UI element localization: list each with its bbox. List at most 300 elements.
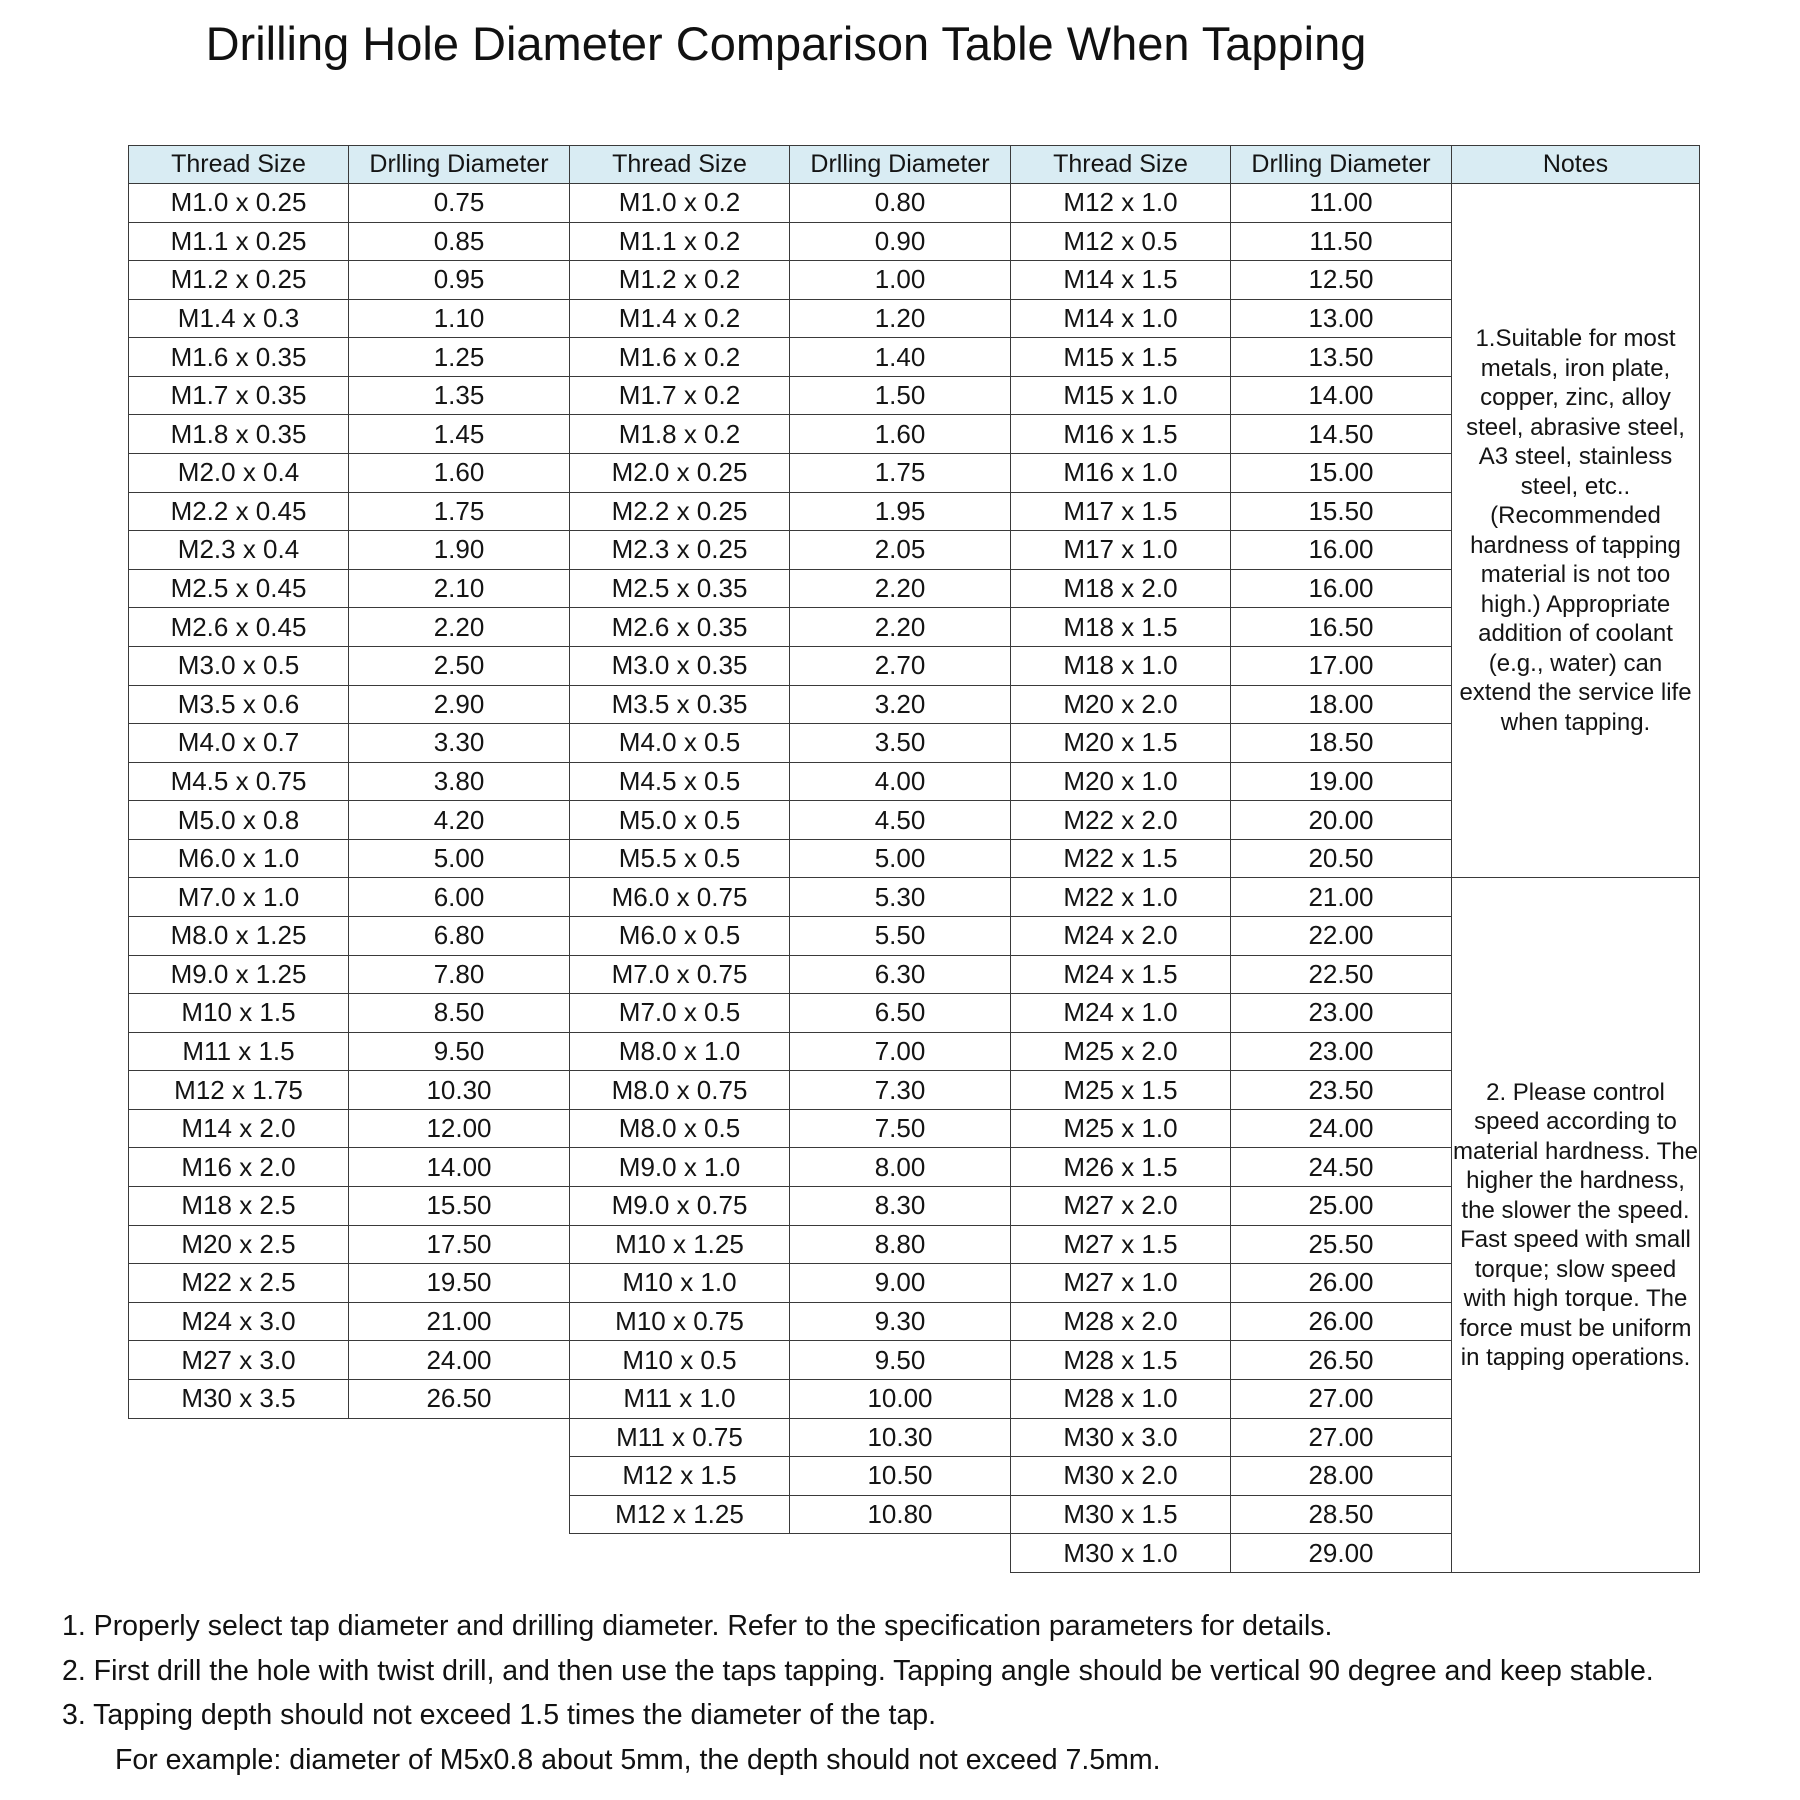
drilling-diameter-cell: 9.50 <box>349 1033 570 1072</box>
drilling-diameter-cell: 3.50 <box>790 724 1011 763</box>
drilling-diameter-cell: 26.50 <box>1231 1341 1452 1380</box>
table-row <box>129 338 570 377</box>
table-row <box>129 917 570 956</box>
thread-size-cell: M3.5 x 0.35 <box>570 686 790 725</box>
drilling-diameter-cell: 17.50 <box>349 1226 570 1265</box>
thread-size-cell: M22 x 1.0 <box>1011 878 1231 917</box>
table-row <box>570 570 1011 609</box>
drilling-diameter-cell: 8.50 <box>349 994 570 1033</box>
thread-size-cell: M6.0 x 1.0 <box>129 840 349 879</box>
thread-size-cell: M2.5 x 0.45 <box>129 570 349 609</box>
drilling-diameter-cell: 16.00 <box>1231 531 1452 570</box>
table-row <box>1011 184 1452 223</box>
drilling-diameter-cell: 2.20 <box>790 570 1011 609</box>
table-row <box>1011 531 1452 570</box>
table-row <box>129 184 570 223</box>
thread-size-cell: M30 x 1.5 <box>1011 1496 1231 1535</box>
thread-size-cell: M1.4 x 0.3 <box>129 300 349 339</box>
thread-size-cell: M16 x 1.0 <box>1011 454 1231 493</box>
thread-size-cell: M15 x 1.0 <box>1011 377 1231 416</box>
drilling-diameter-cell: 7.00 <box>790 1033 1011 1072</box>
drilling-diameter-cell: 11.00 <box>1231 184 1452 223</box>
drilling-diameter-cell: 0.90 <box>790 223 1011 262</box>
drilling-diameter-cell: 2.10 <box>349 570 570 609</box>
drilling-diameter-cell: 1.25 <box>349 338 570 377</box>
table-row <box>570 338 1011 377</box>
table-row <box>1011 1033 1452 1072</box>
thread-size-cell: M1.6 x 0.35 <box>129 338 349 377</box>
thread-size-cell: M20 x 2.0 <box>1011 686 1231 725</box>
drilling-diameter-cell: 14.00 <box>349 1148 570 1187</box>
drilling-diameter-cell: 29.00 <box>1231 1534 1452 1573</box>
drilling-diameter-cell: 2.05 <box>790 531 1011 570</box>
thread-size-cell: M14 x 2.0 <box>129 1110 349 1149</box>
thread-size-cell: M5.0 x 0.8 <box>129 801 349 840</box>
table-row <box>570 994 1011 1033</box>
drilling-diameter-cell: 2.20 <box>790 608 1011 647</box>
drilling-diameter-cell: 27.00 <box>1231 1380 1452 1419</box>
drilling-diameter-cell: 23.50 <box>1231 1071 1452 1110</box>
thread-size-cell: M25 x 1.0 <box>1011 1110 1231 1149</box>
notes-cell-2: 2. Please control speed according to material hardness. The higher the hardness, the slower the speed. Fast speed with small torque; slow speed with high torque. The force must be uniform in tapping operations. <box>1452 878 1700 1572</box>
thread-size-cell: M12 x 1.25 <box>570 1496 790 1535</box>
drilling-diameter-cell: 17.00 <box>1231 647 1452 686</box>
table-row <box>570 917 1011 956</box>
table-row <box>570 300 1011 339</box>
thread-size-cell: M18 x 1.0 <box>1011 647 1231 686</box>
drilling-diameter-cell: 21.00 <box>1231 878 1452 917</box>
drilling-diameter-cell: 1.45 <box>349 415 570 454</box>
table-row <box>129 1226 570 1265</box>
table-row <box>1011 261 1452 300</box>
thread-size-cell: M2.6 x 0.45 <box>129 608 349 647</box>
drilling-diameter-cell: 1.95 <box>790 493 1011 532</box>
drilling-diameter-cell: 16.50 <box>1231 608 1452 647</box>
table-row <box>1011 763 1452 802</box>
thread-size-cell: M22 x 1.5 <box>1011 840 1231 879</box>
thread-size-cell: M22 x 2.0 <box>1011 801 1231 840</box>
drilling-diameter-cell: 10.50 <box>790 1457 1011 1496</box>
thread-size-cell: M24 x 2.0 <box>1011 917 1231 956</box>
thread-size-cell: M3.0 x 0.35 <box>570 647 790 686</box>
footnotes <box>62 1604 1654 1782</box>
table-row <box>570 1187 1011 1226</box>
table-row <box>1011 1534 1452 1573</box>
thread-size-cell: M7.0 x 1.0 <box>129 878 349 917</box>
table-row <box>129 1033 570 1072</box>
thread-size-cell: M9.0 x 1.0 <box>570 1148 790 1187</box>
thread-size-cell: M16 x 2.0 <box>129 1148 349 1187</box>
drilling-diameter-cell: 23.00 <box>1231 994 1452 1033</box>
thread-size-cell: M18 x 2.5 <box>129 1187 349 1226</box>
page-title: Drilling Hole Diameter Comparison Table When Tapping <box>205 17 1367 70</box>
drilling-diameter-cell: 26.00 <box>1231 1264 1452 1303</box>
thread-size-cell: M11 x 0.75 <box>570 1419 790 1458</box>
column-group-3 <box>1010 145 1452 1573</box>
table-row <box>129 377 570 416</box>
drilling-diameter-cell: 1.50 <box>790 377 1011 416</box>
drilling-diameter-cell: 9.00 <box>790 1264 1011 1303</box>
table-row <box>129 300 570 339</box>
table-row <box>1011 1380 1452 1419</box>
table-row <box>570 608 1011 647</box>
thread-size-cell: M6.0 x 0.75 <box>570 878 790 917</box>
thread-size-cell: M12 x 0.5 <box>1011 223 1231 262</box>
table-row <box>570 1264 1011 1303</box>
drilling-diameter-cell: 0.95 <box>349 261 570 300</box>
table-row <box>129 1110 570 1149</box>
drilling-diameter-cell: 18.50 <box>1231 724 1452 763</box>
drilling-diameter-cell: 23.00 <box>1231 1033 1452 1072</box>
table-row <box>1011 1303 1452 1342</box>
drilling-diameter-cell: 10.30 <box>349 1071 570 1110</box>
table-row <box>570 686 1011 725</box>
thread-size-cell: M4.5 x 0.75 <box>129 763 349 802</box>
drilling-diameter-cell: 9.50 <box>790 1341 1011 1380</box>
drilling-diameter-cell: 28.50 <box>1231 1496 1452 1535</box>
thread-size-cell: M27 x 3.0 <box>129 1341 349 1380</box>
thread-size-cell: M24 x 1.0 <box>1011 994 1231 1033</box>
table-row <box>570 223 1011 262</box>
table-row <box>1011 956 1452 995</box>
drilling-diameter-header: Drlling Diameter <box>1231 146 1452 184</box>
table-row <box>129 647 570 686</box>
drilling-diameter-cell: 1.60 <box>349 454 570 493</box>
thread-size-cell: M1.2 x 0.2 <box>570 261 790 300</box>
thread-size-cell: M18 x 1.5 <box>1011 608 1231 647</box>
table-row <box>570 647 1011 686</box>
table-row <box>570 1496 1011 1535</box>
table-row <box>1011 1071 1452 1110</box>
thread-size-cell: M2.3 x 0.25 <box>570 531 790 570</box>
table-row <box>570 763 1011 802</box>
thread-size-cell: M1.4 x 0.2 <box>570 300 790 339</box>
thread-size-cell: M11 x 1.0 <box>570 1380 790 1419</box>
table-row <box>129 223 570 262</box>
table-row <box>129 261 570 300</box>
drilling-diameter-cell: 1.60 <box>790 415 1011 454</box>
thread-size-cell: M25 x 1.5 <box>1011 1071 1231 1110</box>
drilling-diameter-cell: 2.20 <box>349 608 570 647</box>
drilling-diameter-cell: 9.30 <box>790 1303 1011 1342</box>
table-row <box>129 415 570 454</box>
drilling-diameter-cell: 13.00 <box>1231 300 1452 339</box>
table-row <box>129 801 570 840</box>
drilling-diameter-cell: 20.50 <box>1231 840 1452 879</box>
thread-size-cell: M5.0 x 0.5 <box>570 801 790 840</box>
table-row <box>129 724 570 763</box>
drilling-diameter-cell: 14.50 <box>1231 415 1452 454</box>
table-row <box>1011 1187 1452 1226</box>
drilling-diameter-cell: 4.20 <box>349 801 570 840</box>
drilling-diameter-cell: 5.00 <box>349 840 570 879</box>
table-row <box>570 454 1011 493</box>
table-row <box>570 1380 1011 1419</box>
table-row <box>1011 493 1452 532</box>
thread-size-cell: M30 x 2.0 <box>1011 1457 1231 1496</box>
thread-size-cell: M6.0 x 0.5 <box>570 917 790 956</box>
table-row <box>1011 686 1452 725</box>
table-row <box>129 763 570 802</box>
drilling-diameter-cell: 6.80 <box>349 917 570 956</box>
table-row <box>570 1457 1011 1496</box>
table-row <box>129 1303 570 1342</box>
thread-size-cell: M25 x 2.0 <box>1011 1033 1231 1072</box>
drilling-diameter-cell: 22.50 <box>1231 956 1452 995</box>
drilling-diameter-cell: 0.85 <box>349 223 570 262</box>
drilling-diameter-cell: 19.50 <box>349 1264 570 1303</box>
drilling-diameter-cell: 1.75 <box>790 454 1011 493</box>
table-row <box>129 994 570 1033</box>
table-row <box>1011 415 1452 454</box>
drilling-diameter-cell: 26.00 <box>1231 1303 1452 1342</box>
thread-size-cell: M1.1 x 0.2 <box>570 223 790 262</box>
drilling-diameter-cell: 24.00 <box>1231 1110 1452 1149</box>
table-row <box>1011 338 1452 377</box>
table-row <box>570 878 1011 917</box>
drilling-diameter-cell: 5.00 <box>790 840 1011 879</box>
drilling-diameter-cell: 28.00 <box>1231 1457 1452 1496</box>
table-row <box>1011 647 1452 686</box>
drilling-diameter-cell: 7.50 <box>790 1110 1011 1149</box>
thread-size-cell: M20 x 1.0 <box>1011 763 1231 802</box>
drilling-diameter-cell: 1.10 <box>349 300 570 339</box>
thread-size-header: Thread Size <box>129 146 349 184</box>
thread-size-cell: M9.0 x 0.75 <box>570 1187 790 1226</box>
drilling-diameter-cell: 8.80 <box>790 1226 1011 1265</box>
thread-size-cell: M27 x 1.5 <box>1011 1226 1231 1265</box>
drilling-diameter-cell: 5.30 <box>790 878 1011 917</box>
table-row <box>1011 1419 1452 1458</box>
thread-size-cell: M2.3 x 0.4 <box>129 531 349 570</box>
drilling-diameter-cell: 3.80 <box>349 763 570 802</box>
thread-size-cell: M10 x 0.5 <box>570 1341 790 1380</box>
thread-size-cell: M10 x 0.75 <box>570 1303 790 1342</box>
table-row <box>570 1303 1011 1342</box>
thread-size-cell: M3.0 x 0.5 <box>129 647 349 686</box>
thread-size-cell: M1.8 x 0.2 <box>570 415 790 454</box>
drilling-diameter-cell: 14.00 <box>1231 377 1452 416</box>
table-row <box>1011 724 1452 763</box>
drilling-diameter-cell: 16.00 <box>1231 570 1452 609</box>
thread-size-cell: M30 x 3.5 <box>129 1380 349 1419</box>
table-row <box>129 878 570 917</box>
thread-size-cell: M10 x 1.5 <box>129 994 349 1033</box>
thread-size-cell: M27 x 1.0 <box>1011 1264 1231 1303</box>
thread-size-cell: M17 x 1.0 <box>1011 531 1231 570</box>
drilling-diameter-cell: 7.80 <box>349 956 570 995</box>
drilling-diameter-cell: 2.70 <box>790 647 1011 686</box>
drilling-diameter-cell: 24.50 <box>1231 1148 1452 1187</box>
drilling-diameter-cell: 12.50 <box>1231 261 1452 300</box>
thread-size-cell: M2.2 x 0.45 <box>129 493 349 532</box>
table-row <box>129 1264 570 1303</box>
thread-size-cell: M16 x 1.5 <box>1011 415 1231 454</box>
thread-size-cell: M8.0 x 0.5 <box>570 1110 790 1149</box>
table-row <box>129 454 570 493</box>
thread-size-cell: M4.0 x 0.5 <box>570 724 790 763</box>
drilling-diameter-cell: 21.00 <box>349 1303 570 1342</box>
notes-cell-1: 1.Suitable for most metals, iron plate, copper, zinc, alloy steel, abrasive steel, A3 steel, stainless steel, etc..(Recommended hardness of tapping material is not too high.) Appropriate addition of coolant (e.g., water) can extend the service life when tapping. <box>1452 184 1700 878</box>
thread-size-cell: M12 x 1.0 <box>1011 184 1231 223</box>
drilling-diameter-cell: 19.00 <box>1231 763 1452 802</box>
thread-size-cell: M1.6 x 0.2 <box>570 338 790 377</box>
thread-size-cell: M12 x 1.75 <box>129 1071 349 1110</box>
drilling-diameter-cell: 12.00 <box>349 1110 570 1149</box>
thread-size-cell: M30 x 3.0 <box>1011 1419 1231 1458</box>
header-row <box>1011 146 1452 184</box>
thread-size-cell: M14 x 1.5 <box>1011 261 1231 300</box>
thread-size-cell: M28 x 1.5 <box>1011 1341 1231 1380</box>
drilling-diameter-cell: 8.30 <box>790 1187 1011 1226</box>
drilling-diameter-header: Drlling Diameter <box>790 146 1011 184</box>
table-row <box>1011 608 1452 647</box>
drilling-diameter-cell: 10.00 <box>790 1380 1011 1419</box>
drilling-diameter-cell: 26.50 <box>349 1380 570 1419</box>
table-row <box>1011 1264 1452 1303</box>
drilling-diameter-cell: 5.50 <box>790 917 1011 956</box>
table-row <box>129 531 570 570</box>
thread-size-header: Thread Size <box>1011 146 1231 184</box>
drilling-diameter-cell: 11.50 <box>1231 223 1452 262</box>
thread-size-cell: M2.0 x 0.25 <box>570 454 790 493</box>
drilling-diameter-cell: 25.50 <box>1231 1226 1452 1265</box>
header-row <box>570 146 1011 184</box>
drilling-diameter-cell: 20.00 <box>1231 801 1452 840</box>
drilling-diameter-cell: 24.00 <box>349 1341 570 1380</box>
table-row <box>129 493 570 532</box>
drilling-diameter-cell: 15.50 <box>349 1187 570 1226</box>
thread-size-cell: M24 x 3.0 <box>129 1303 349 1342</box>
thread-size-cell: M20 x 1.5 <box>1011 724 1231 763</box>
table-row <box>1011 1457 1452 1496</box>
table-row <box>129 608 570 647</box>
table-row <box>1011 1148 1452 1187</box>
table-row <box>570 1419 1011 1458</box>
thread-size-cell: M11 x 1.5 <box>129 1033 349 1072</box>
drilling-diameter-cell: 10.30 <box>790 1419 1011 1458</box>
thread-size-cell: M14 x 1.0 <box>1011 300 1231 339</box>
drilling-diameter-cell: 1.90 <box>349 531 570 570</box>
thread-size-cell: M1.8 x 0.35 <box>129 415 349 454</box>
table-row <box>570 377 1011 416</box>
table-row <box>570 801 1011 840</box>
tapping-drill-table <box>128 145 1700 1573</box>
drilling-diameter-cell: 15.50 <box>1231 493 1452 532</box>
drilling-diameter-cell: 7.30 <box>790 1071 1011 1110</box>
thread-size-cell: M7.0 x 0.5 <box>570 994 790 1033</box>
drilling-diameter-cell: 1.75 <box>349 493 570 532</box>
drilling-diameter-cell: 6.30 <box>790 956 1011 995</box>
table-row <box>1011 454 1452 493</box>
table-row <box>1011 917 1452 956</box>
table-row <box>570 415 1011 454</box>
header-row <box>129 146 570 184</box>
table-row <box>129 1341 570 1380</box>
drilling-diameter-cell: 15.00 <box>1231 454 1452 493</box>
thread-size-cell: M20 x 2.5 <box>129 1226 349 1265</box>
table-row <box>570 1110 1011 1149</box>
drilling-diameter-cell: 1.20 <box>790 300 1011 339</box>
table-row <box>1011 1341 1452 1380</box>
thread-size-cell: M2.2 x 0.25 <box>570 493 790 532</box>
thread-size-cell: M12 x 1.5 <box>570 1457 790 1496</box>
drilling-diameter-header: Drlling Diameter <box>349 146 570 184</box>
thread-size-cell: M1.0 x 0.25 <box>129 184 349 223</box>
thread-size-cell: M8.0 x 0.75 <box>570 1071 790 1110</box>
drilling-diameter-cell: 22.00 <box>1231 917 1452 956</box>
table-row <box>570 184 1011 223</box>
table-row <box>129 570 570 609</box>
thread-size-cell: M26 x 1.5 <box>1011 1148 1231 1187</box>
footnote-1: 1. Properly select tap diameter and drilling diameter. Refer to the specification parameters for details. <box>62 1610 1333 1642</box>
drilling-diameter-cell: 1.35 <box>349 377 570 416</box>
table-row <box>1011 1226 1452 1265</box>
thread-size-cell: M10 x 1.0 <box>570 1264 790 1303</box>
thread-size-cell: M24 x 1.5 <box>1011 956 1231 995</box>
thread-size-cell: M7.0 x 0.75 <box>570 956 790 995</box>
table-row <box>1011 994 1452 1033</box>
table-row <box>570 261 1011 300</box>
table-row <box>570 956 1011 995</box>
table-row <box>129 686 570 725</box>
drilling-diameter-cell: 6.00 <box>349 878 570 917</box>
drilling-diameter-cell: 4.00 <box>790 763 1011 802</box>
thread-size-cell: M8.0 x 1.0 <box>570 1033 790 1072</box>
table-row <box>1011 1110 1452 1149</box>
table-row <box>570 1148 1011 1187</box>
table-row <box>1011 223 1452 262</box>
thread-size-header: Thread Size <box>570 146 790 184</box>
table-row <box>129 1380 570 1419</box>
thread-size-cell: M28 x 1.0 <box>1011 1380 1231 1419</box>
drilling-diameter-cell: 18.00 <box>1231 686 1452 725</box>
table-row <box>570 493 1011 532</box>
drilling-diameter-cell: 0.75 <box>349 184 570 223</box>
drilling-diameter-cell: 3.30 <box>349 724 570 763</box>
thread-size-cell: M9.0 x 1.25 <box>129 956 349 995</box>
drilling-diameter-cell: 27.00 <box>1231 1419 1452 1458</box>
thread-size-cell: M17 x 1.5 <box>1011 493 1231 532</box>
thread-size-cell: M27 x 2.0 <box>1011 1187 1231 1226</box>
thread-size-cell: M30 x 1.0 <box>1011 1534 1231 1573</box>
notes-header: Notes <box>1452 146 1700 184</box>
table-row <box>1011 570 1452 609</box>
thread-size-cell: M18 x 2.0 <box>1011 570 1231 609</box>
table-row <box>129 1148 570 1187</box>
thread-size-cell: M4.5 x 0.5 <box>570 763 790 802</box>
drilling-diameter-cell: 6.50 <box>790 994 1011 1033</box>
thread-size-cell: M22 x 2.5 <box>129 1264 349 1303</box>
thread-size-cell: M1.7 x 0.35 <box>129 377 349 416</box>
table-row <box>570 1071 1011 1110</box>
table-row <box>570 1226 1011 1265</box>
footnote-2: 2. First drill the hole with twist drill, and then use the taps tapping. Tapping angle should be vertical 90 degree and keep stable. <box>62 1654 1654 1687</box>
table-row <box>129 956 570 995</box>
table-row <box>570 724 1011 763</box>
table-row <box>1011 801 1452 840</box>
thread-size-cell: M1.1 x 0.25 <box>129 223 349 262</box>
drilling-diameter-cell: 4.50 <box>790 801 1011 840</box>
footnote-3-example: For example: diameter of M5x0.8 about 5mm, the depth should not exceed 7.5mm. <box>115 1743 1161 1776</box>
notes-column <box>1451 145 1700 1573</box>
thread-size-cell: M5.5 x 0.5 <box>570 840 790 879</box>
table-row <box>1011 1496 1452 1535</box>
thread-size-cell: M2.5 x 0.35 <box>570 570 790 609</box>
column-group-1 <box>128 145 570 1419</box>
drilling-diameter-cell: 2.50 <box>349 647 570 686</box>
thread-size-cell: M2.6 x 0.35 <box>570 608 790 647</box>
